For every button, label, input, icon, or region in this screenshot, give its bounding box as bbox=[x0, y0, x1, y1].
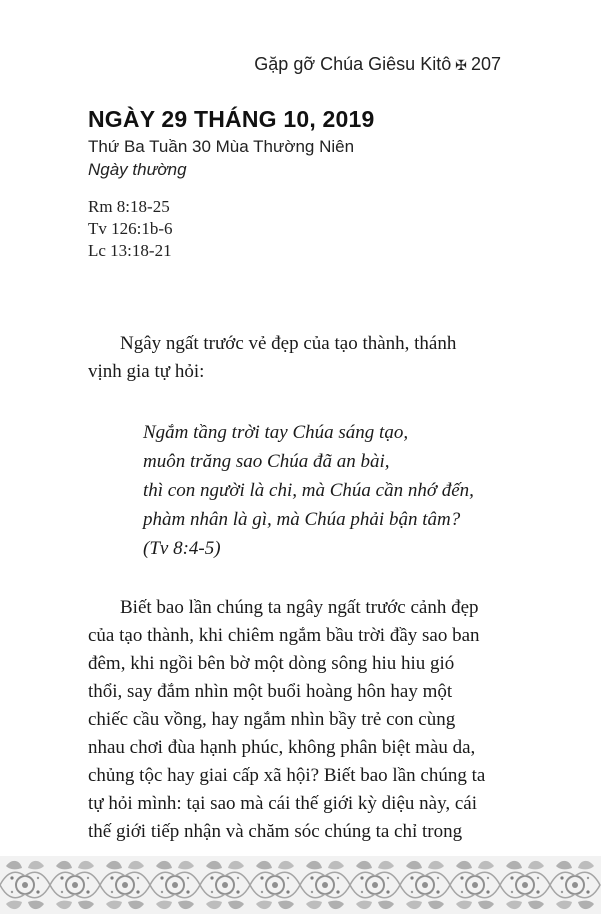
running-head bbox=[254, 54, 501, 75]
paragraph-line: chủng tộc hay giai cấp xã hội? Biết bao lần chúng ta bbox=[88, 765, 486, 786]
psalm-quote bbox=[143, 418, 474, 563]
paragraph-line: vịnh gia tự hỏi: bbox=[88, 361, 205, 382]
cross-icon: ✠ bbox=[455, 56, 467, 73]
quote-line: Ngắm tầng trời tay Chúa sáng tạo, bbox=[143, 422, 409, 443]
page-title: NGÀY 29 THÁNG 10, 2019 bbox=[88, 106, 375, 132]
quote-citation: (Tv 8:4-5) bbox=[143, 538, 221, 559]
liturgical-day: Thứ Ba Tuần 30 Mùa Thường Niên bbox=[88, 137, 355, 156]
floral-ornament-border bbox=[0, 852, 601, 918]
reading-item: Rm 8:18-25 bbox=[88, 197, 170, 216]
day-type: Ngày thường bbox=[88, 160, 187, 179]
readings-list bbox=[88, 196, 173, 262]
running-title: Gặp gỡ Chúa Giêsu Kitô bbox=[254, 54, 452, 74]
paragraph-line: thế giới tiếp nhận và chăm sóc chúng ta chỉ trong bbox=[88, 821, 463, 842]
quote-line: muôn trăng sao Chúa đã an bài, bbox=[143, 451, 390, 472]
paragraph-line: Biết bao lần chúng ta ngây ngất trước cảnh đẹp bbox=[120, 597, 479, 618]
reading-item: Lc 13:18-21 bbox=[88, 241, 172, 260]
paragraph-line: chiếc cầu vồng, hay ngắm nhìn bầy trẻ con cùng bbox=[88, 709, 456, 730]
quote-line: phàm nhân là gì, mà Chúa phải bận tâm? bbox=[143, 509, 461, 530]
paragraph-line: của tạo thành, khi chiêm ngắm bầu trời đầy sao ban bbox=[88, 625, 480, 646]
page-number: 207 bbox=[470, 54, 501, 74]
paragraph-line: đêm, khi ngồi bên bờ một dòng sông hiu hiu gió bbox=[88, 653, 455, 674]
intro-paragraph bbox=[88, 330, 503, 386]
paragraph-line: Ngây ngất trước vẻ đẹp của tạo thành, thánh bbox=[120, 333, 457, 354]
main-paragraph bbox=[88, 594, 503, 846]
reading-item: Tv 126:1b-6 bbox=[88, 219, 173, 238]
paragraph-line: nhau chơi đùa hạnh phúc, không phân biệt màu da, bbox=[88, 737, 476, 758]
quote-line: thì con người là chi, mà Chúa cần nhớ đến, bbox=[143, 480, 474, 501]
paragraph-line: tự hỏi mình: tại sao mà cái thế giới kỳ diệu này, cái bbox=[88, 793, 477, 814]
paragraph-line: thổi, say đắm nhìn một buổi hoàng hôn hay một bbox=[88, 681, 453, 702]
